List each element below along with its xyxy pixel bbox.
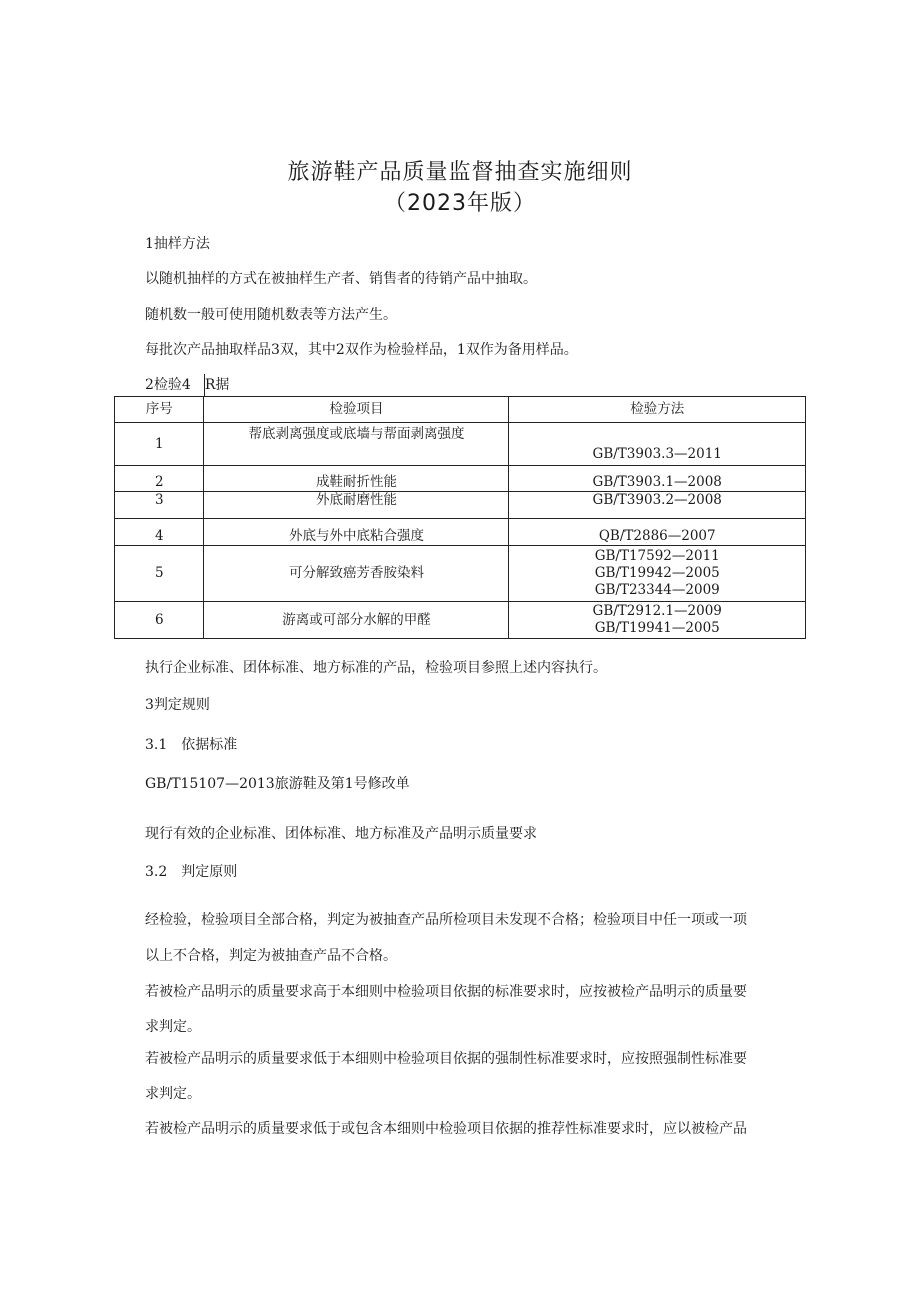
header-cell: 检验项目 — [204, 397, 509, 423]
method-standard: GB/T17592—2011 — [594, 548, 720, 564]
table-header-row — [115, 397, 806, 423]
table-row — [115, 423, 806, 466]
section-1-heading: 1抽样方法 — [145, 236, 210, 252]
section-2-heading — [145, 375, 229, 395]
section-3-heading: 3判定规则 — [145, 697, 210, 713]
method-cell — [509, 602, 806, 639]
inspection-item: 帮底剥离强度或底墙与帮面剥离强度 — [204, 423, 509, 466]
table-row — [115, 546, 806, 602]
document-title: 旅游鞋产品质量监督抽查实施细则 — [287, 160, 633, 185]
method-standard: GB/T23344—2009 — [594, 582, 720, 598]
paragraph-line: 求判定。 — [145, 1019, 201, 1035]
method-standard: GB/T3903.3—2011 — [592, 446, 722, 462]
method-standard: GB/T19941—2005 — [594, 620, 720, 636]
method-cell — [509, 423, 806, 466]
paragraph-line: 若被检产品明示的质量要求高于本细则中检验项目依据的标准要求时，应按被检产品明示的质量要 — [145, 984, 747, 1000]
section-2-heading-left: 2检验4 — [145, 377, 191, 393]
method-cell — [509, 519, 806, 546]
document-edition: （2023年版） — [384, 191, 536, 216]
method-standard: GB/T3903.1—2008 — [592, 474, 722, 490]
paragraph: 每批次产品抽取样品3双，其中2双作为检验样品，1双作为备用样品。 — [145, 342, 578, 358]
paragraph-line: 求判定。 — [145, 1086, 201, 1102]
paragraph: 现行有效的企业标准、团体标准、地方标准及产品明示质量要求 — [145, 826, 537, 842]
cell-divider-fragment — [204, 374, 205, 396]
paragraph-line: 以上不合格，判定为被抽查产品不合格。 — [145, 948, 397, 964]
header-cell: 序号 — [115, 397, 204, 423]
paragraph-line: 经检验，检验项目全部合格，判定为被抽查产品所检项目未发现不合格；检验项目中任一项或一项 — [145, 912, 747, 928]
inspection-item: 游离或可部分水解的甲醛 — [204, 602, 509, 639]
inspection-item: 外底与外中底粘合强度 — [204, 519, 509, 546]
method-cell — [509, 466, 806, 492]
method-standard: GB/T19942—2005 — [594, 565, 720, 581]
paragraph-line: 若被检产品明示的质量要求低于本细则中检验项目依据的强制性标准要求时，应按照强制性标准要 — [145, 1051, 747, 1067]
row-number: 2 — [115, 466, 204, 492]
inspection-table — [114, 396, 806, 639]
section-3-1-heading: 3.1 依据标准 — [145, 737, 238, 753]
section-2-heading-right: R据 — [204, 377, 230, 393]
table-row — [115, 492, 806, 519]
inspection-item: 外底耐磨性能 — [204, 492, 509, 519]
row-number: 5 — [115, 546, 204, 602]
header-cell: 检验方法 — [509, 397, 806, 423]
paragraph: 随机数一般可使用随机数表等方法产生。 — [145, 307, 397, 323]
table-note: 执行企业标准、团体标准、地方标准的产品，检验项目参照上述内容执行。 — [145, 660, 607, 676]
table-row — [115, 602, 806, 639]
standard-reference: GB/T15107—2013旅游鞋及第1号修改单 — [145, 776, 410, 792]
inspection-item: 可分解致癌芳香胺染料 — [204, 546, 509, 602]
row-number: 1 — [115, 423, 204, 466]
method-cell — [509, 546, 806, 602]
method-standard: GB/T3903.2—2008 — [592, 492, 722, 508]
inspection-item: 成鞋耐折性能 — [204, 466, 509, 492]
table-row — [115, 466, 806, 492]
method-standard: QB/T2886—2007 — [598, 528, 716, 544]
row-number: 3 — [115, 492, 204, 519]
table-row — [115, 519, 806, 546]
section-3-2-heading: 3.2 判定原则 — [145, 864, 238, 880]
method-standard: GB/T2912.1—2009 — [592, 603, 722, 619]
paragraph-line: 若被检产品明示的质量要求低于或包含本细则中检验项目依据的推荐性标准要求时，应以被检产品 — [145, 1121, 747, 1137]
method-cell — [509, 492, 806, 519]
row-number: 4 — [115, 519, 204, 546]
paragraph: 以随机抽样的方式在被抽样生产者、销售者的待销产品中抽取。 — [145, 271, 537, 287]
row-number: 6 — [115, 602, 204, 639]
